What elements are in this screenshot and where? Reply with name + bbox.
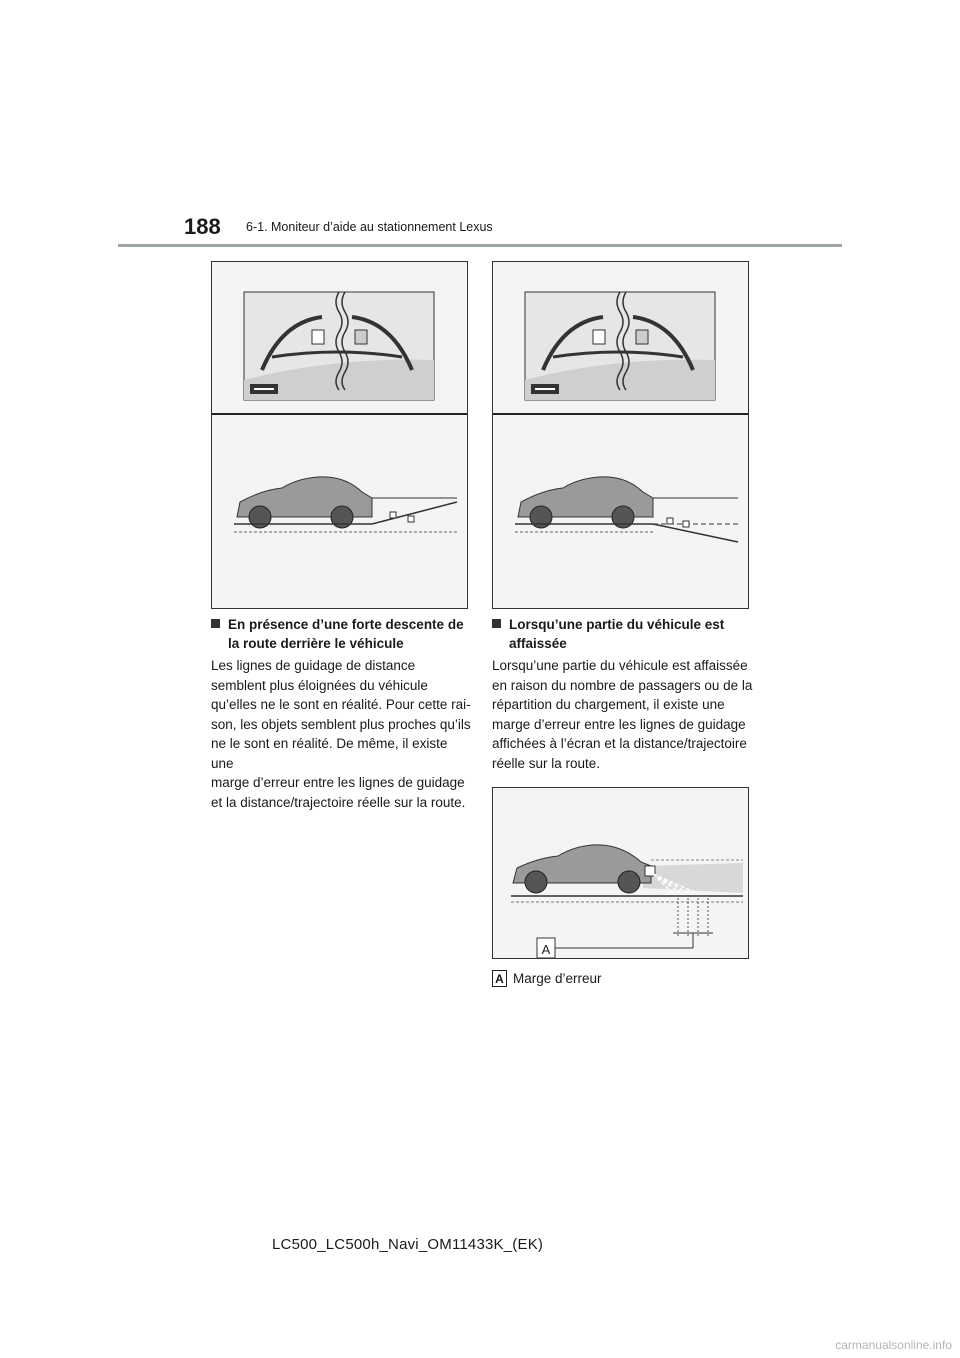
figure-vehicle-sag — [492, 261, 749, 609]
legend-error-margin — [492, 970, 602, 987]
callout-label: A — [541, 942, 551, 957]
figure-vehicle-sag-illustration — [493, 262, 748, 608]
figure-downhill-illustration — [212, 262, 467, 608]
figure-error-margin-illustration — [493, 788, 748, 958]
figure-downhill — [211, 261, 468, 609]
header-rule — [118, 244, 842, 247]
right-heading: Lorsqu’une partie du véhicule est affaissée — [492, 615, 750, 653]
right-paragraph: Lorsqu’une partie du véhicule est affaissée en raison du nombre de passagers ou de la répartition du chargement, il existe une marge d’erreur entre les lignes de guidage affichées à l’écran et la distance/trajectoire réelle sur la route. — [492, 658, 753, 771]
legend-text: Marge d’erreur — [513, 971, 602, 986]
watermark: carmanualsonline.info — [835, 1338, 952, 1352]
bullet-square-icon — [211, 619, 220, 628]
page-number: 188 — [184, 214, 221, 239]
figure-error-margin — [492, 787, 749, 959]
left-heading: En présence d’une forte descente de la route derrière le véhicule — [211, 615, 469, 653]
legend-badge: A — [492, 970, 507, 987]
left-paragraph: Les lignes de guidage de distance semblent plus éloignées du véhicule qu’elles ne le sont en réalité. Pour cette rai- son, les objets semblent plus proches qu’ils ne le sont en réalité. De même, il existe une marge d’erreur entre les lignes de guidage et la distance/trajectoire réelle sur la route. — [211, 658, 471, 810]
section-title: 6-1. Moniteur d’aide au stationnement Lexus — [246, 220, 493, 234]
bullet-square-icon — [492, 619, 501, 628]
footer-manual-id: LC500_LC500h_Navi_OM11433K_(EK) — [272, 1236, 544, 1253]
